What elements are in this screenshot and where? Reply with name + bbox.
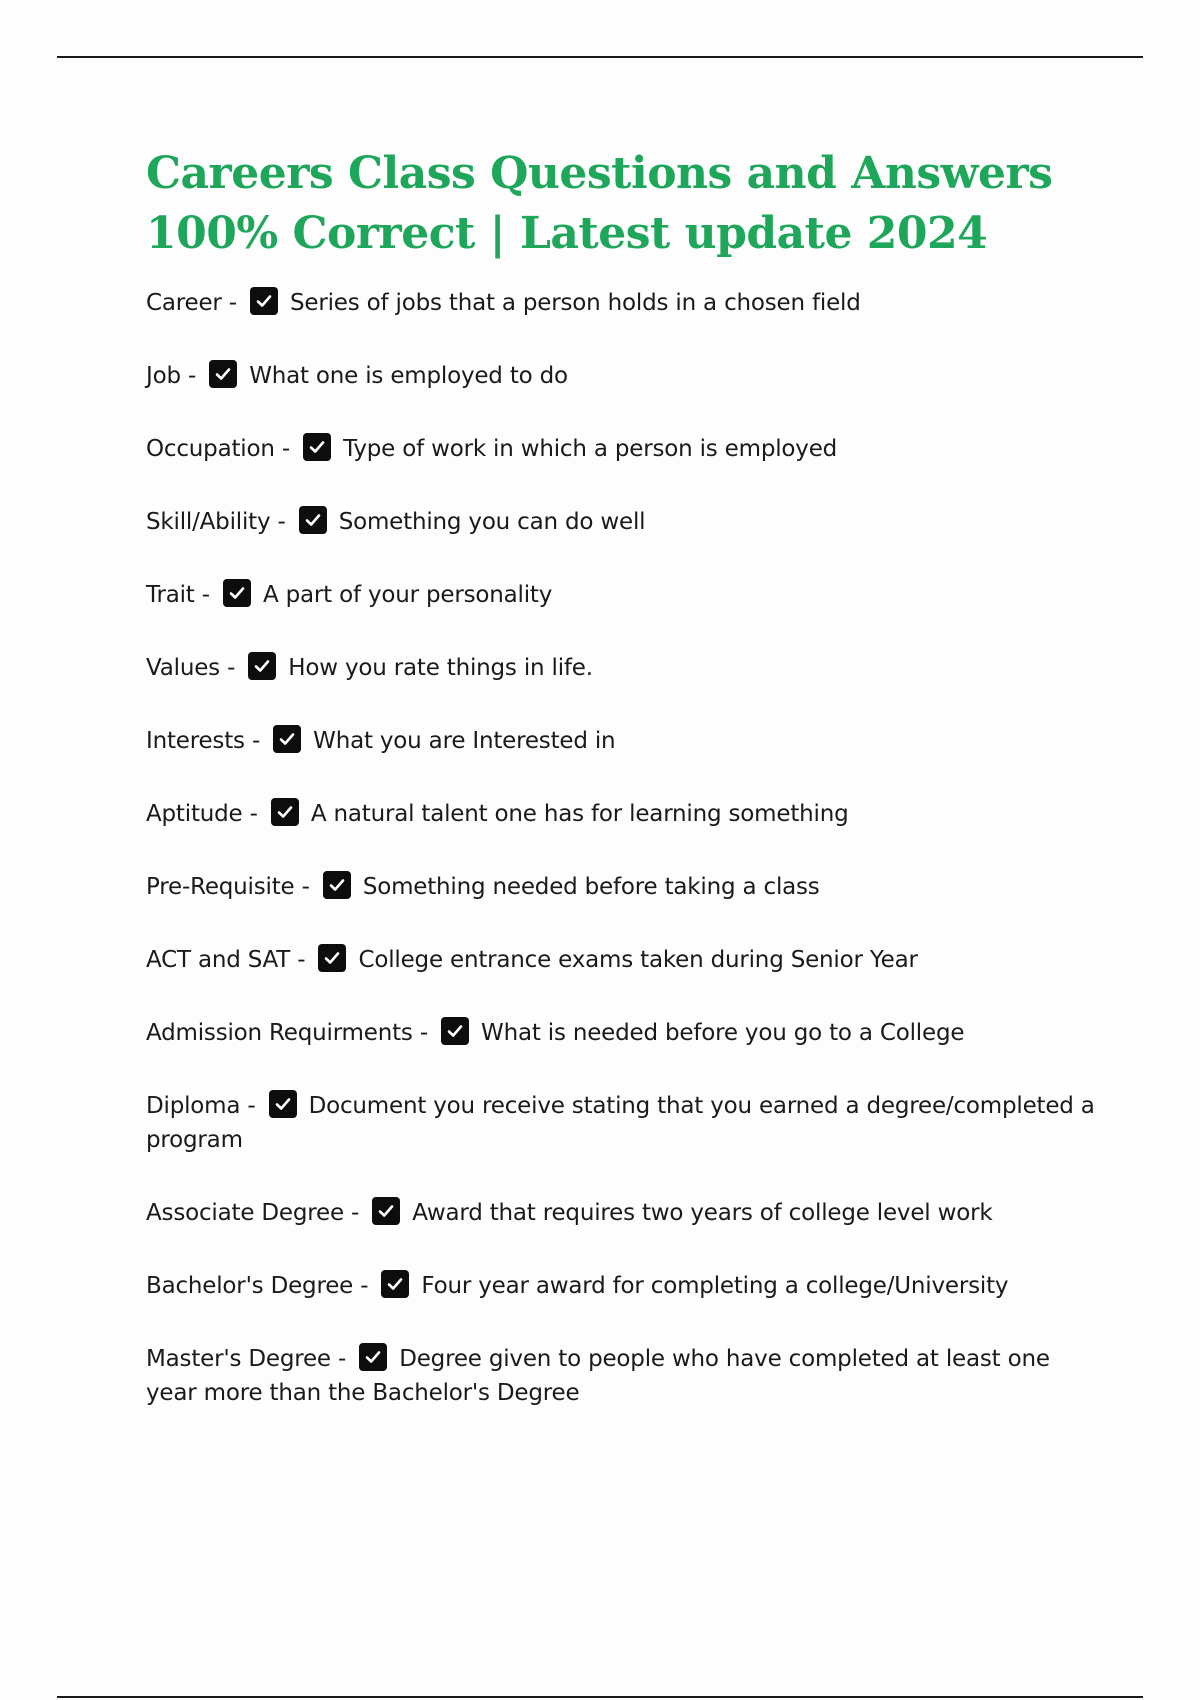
list-item bbox=[146, 797, 1096, 831]
list-item bbox=[146, 1196, 1096, 1230]
entry-term: Interests bbox=[146, 728, 245, 754]
entry-term: Admission Requirments bbox=[146, 1020, 413, 1046]
check-box-icon bbox=[303, 433, 331, 461]
list-item bbox=[146, 651, 1096, 685]
entry-separator: - bbox=[240, 1093, 263, 1119]
entry-definition: Four year award for completing a college/University bbox=[421, 1273, 1009, 1299]
entry-term: Diploma bbox=[146, 1093, 241, 1119]
check-box-icon bbox=[318, 944, 346, 972]
entry-definition: College entrance exams taken during Senior Year bbox=[358, 947, 918, 973]
entry-separator: - bbox=[219, 655, 243, 681]
check-box-icon bbox=[441, 1017, 469, 1045]
check-box-icon bbox=[248, 652, 276, 680]
check-box-icon bbox=[269, 1090, 297, 1118]
check-box-icon bbox=[299, 506, 327, 534]
entry-term: Master's Degree bbox=[146, 1346, 331, 1372]
check-box-icon bbox=[271, 798, 299, 826]
top-rule bbox=[57, 56, 1143, 58]
entry-term: Career bbox=[146, 290, 222, 316]
entry-separator: - bbox=[270, 509, 293, 535]
entry-definition: Something you can do well bbox=[338, 509, 646, 535]
entry-separator: - bbox=[221, 290, 244, 316]
entry-separator: - bbox=[290, 947, 313, 973]
entry-separator: - bbox=[353, 1273, 376, 1299]
entry-definition: Document you receive stating that you earned a degree/completed a program bbox=[146, 1093, 1095, 1153]
list-item bbox=[146, 432, 1096, 466]
entry-definition: Award that requires two years of college level work bbox=[412, 1200, 993, 1226]
check-box-icon bbox=[273, 725, 301, 753]
entry-separator: - bbox=[180, 363, 204, 389]
document-title: Careers Class Questions and Answers 100% Correct | Latest update 2024 bbox=[146, 148, 1053, 259]
entry-term: Skill/Ability bbox=[146, 509, 271, 535]
entry-separator: - bbox=[244, 728, 268, 754]
check-box-icon bbox=[250, 287, 278, 315]
entry-definition: Something needed before taking a class bbox=[362, 874, 820, 900]
entry-term: Trait bbox=[146, 582, 195, 608]
entry-definition: Series of jobs that a person holds in a chosen field bbox=[290, 290, 861, 316]
entry-term: Values bbox=[146, 655, 220, 681]
entry-separator: - bbox=[330, 1346, 354, 1372]
list-item bbox=[146, 286, 1096, 320]
entry-definition: How you rate things in life. bbox=[288, 655, 593, 681]
list-item bbox=[146, 724, 1096, 758]
entry-definition: A natural talent one has for learning something bbox=[310, 801, 849, 827]
list-item bbox=[146, 1089, 1096, 1157]
list-item bbox=[146, 870, 1096, 904]
check-box-icon bbox=[223, 579, 251, 607]
bottom-rule bbox=[57, 1696, 1143, 1698]
check-box-icon bbox=[359, 1343, 387, 1371]
document-body bbox=[146, 144, 1096, 1449]
check-box-icon bbox=[372, 1197, 400, 1225]
entry-definition: What one is employed to do bbox=[249, 363, 568, 389]
list-item bbox=[146, 578, 1096, 612]
entry-separator: - bbox=[343, 1200, 367, 1226]
entry-term: Job bbox=[146, 363, 181, 389]
entry-separator: - bbox=[242, 801, 265, 827]
entry-definition: Type of work in which a person is employed bbox=[343, 436, 838, 462]
list-item bbox=[146, 943, 1096, 977]
entry-term: Occupation bbox=[146, 436, 275, 462]
check-box-icon bbox=[381, 1270, 409, 1298]
entry-definition: A part of your personality bbox=[262, 582, 553, 608]
check-box-icon bbox=[323, 871, 351, 899]
entry-definition: What you are Interested in bbox=[313, 728, 616, 754]
list-item bbox=[146, 359, 1096, 393]
entry-separator: - bbox=[412, 1020, 436, 1046]
entry-term: ACT and SAT bbox=[146, 947, 291, 973]
entry-term: Aptitude bbox=[146, 801, 243, 827]
entry-definition: What is needed before you go to a College bbox=[481, 1020, 965, 1046]
entry-list bbox=[146, 286, 1096, 1410]
entry-definition: Degree given to people who have completed at least one year more than the Bachelor's Degree bbox=[146, 1346, 1050, 1406]
list-item bbox=[146, 1269, 1096, 1303]
entry-separator: - bbox=[194, 582, 217, 608]
entry-separator: - bbox=[274, 436, 298, 462]
entry-term: Pre-Requisite bbox=[146, 874, 295, 900]
list-item bbox=[146, 505, 1096, 539]
entry-term: Associate Degree bbox=[146, 1200, 344, 1226]
list-item bbox=[146, 1342, 1096, 1410]
list-item bbox=[146, 1016, 1096, 1050]
entry-separator: - bbox=[294, 874, 317, 900]
check-box-icon bbox=[209, 360, 237, 388]
entry-term: Bachelor's Degree bbox=[146, 1273, 354, 1299]
